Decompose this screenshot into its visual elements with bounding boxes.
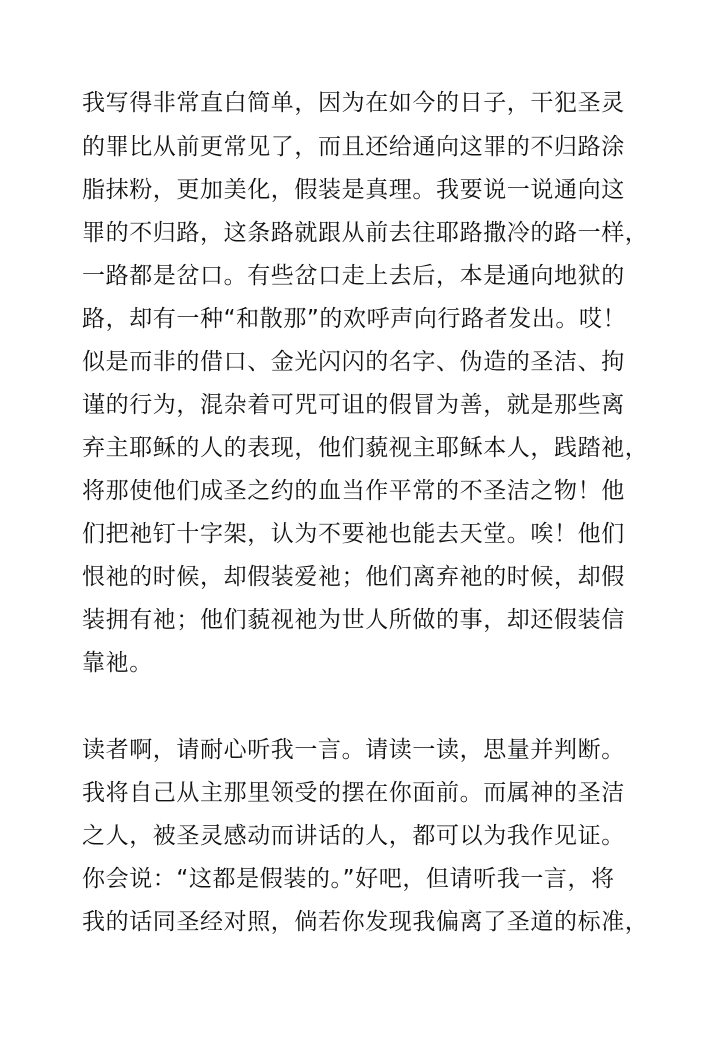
paragraph-1-line-2: 的罪比从前更常见了，而且还给通向这罪的不归路涂 <box>82 134 625 160</box>
paragraph-1-line-7: 似是而非的借口、金光闪闪的名字、伪造的圣洁、拘 <box>82 349 625 375</box>
paragraph-1-line-14: 靠祂。 <box>82 650 153 676</box>
paragraph-1-line-8: 谨的行为，混杂着可咒可诅的假冒为善，就是那些离 <box>82 392 625 418</box>
paragraph-1-line-10: 将那使他们成圣之约的血当作平常的不圣洁之物！他 <box>82 478 625 504</box>
paragraph-2-line-4: 你会说：“这都是假装的。”好吧，但请听我一言，将 <box>82 866 615 892</box>
paragraph-2-line-1: 读者啊，请耐心听我一言。请读一读，思量并判断。 <box>82 737 625 763</box>
paragraph-2-line-5: 我的话同圣经对照，倘若你发现我偏离了圣道的标准， <box>82 909 649 935</box>
paragraph-1-line-9: 弃主耶稣的人的表现，他们藐视主耶稣本人，践踏祂， <box>82 435 649 461</box>
paragraph-1-line-11: 们把祂钉十字架，认为不要祂也能去天堂。唉！他们 <box>82 521 625 547</box>
paragraph-2-line-3: 之人，被圣灵感动而讲话的人，都可以为我作见证。 <box>82 823 625 849</box>
paragraph-1-line-13: 装拥有祂；他们藐视祂为世人所做的事，却还假装信 <box>82 607 625 633</box>
paragraph-1-line-5: 一路都是岔口。有些岔口走上去后，本是通向地狱的 <box>82 263 625 289</box>
paragraph-1-line-3: 脂抹粉，更加美化，假装是真理。我要说一说通向这 <box>82 177 625 203</box>
paragraph-1-line-6: 路，却有一种“和散那”的欢呼声向行路者发出。哎！ <box>82 306 627 332</box>
paragraph-1-line-1: 我写得非常直白简单，因为在如今的日子，干犯圣灵 <box>82 90 625 116</box>
paragraph-1-line-4: 罪的不归路，这条路就跟从前去往耶路撒冷的路一样， <box>82 220 649 246</box>
paragraph-2-line-2: 我将自己从主那里领受的摆在你面前。而属神的圣洁 <box>82 780 625 806</box>
paragraph-1-line-12: 恨祂的时候，却假装爱祂；他们离弃祂的时候，却假 <box>82 564 625 590</box>
